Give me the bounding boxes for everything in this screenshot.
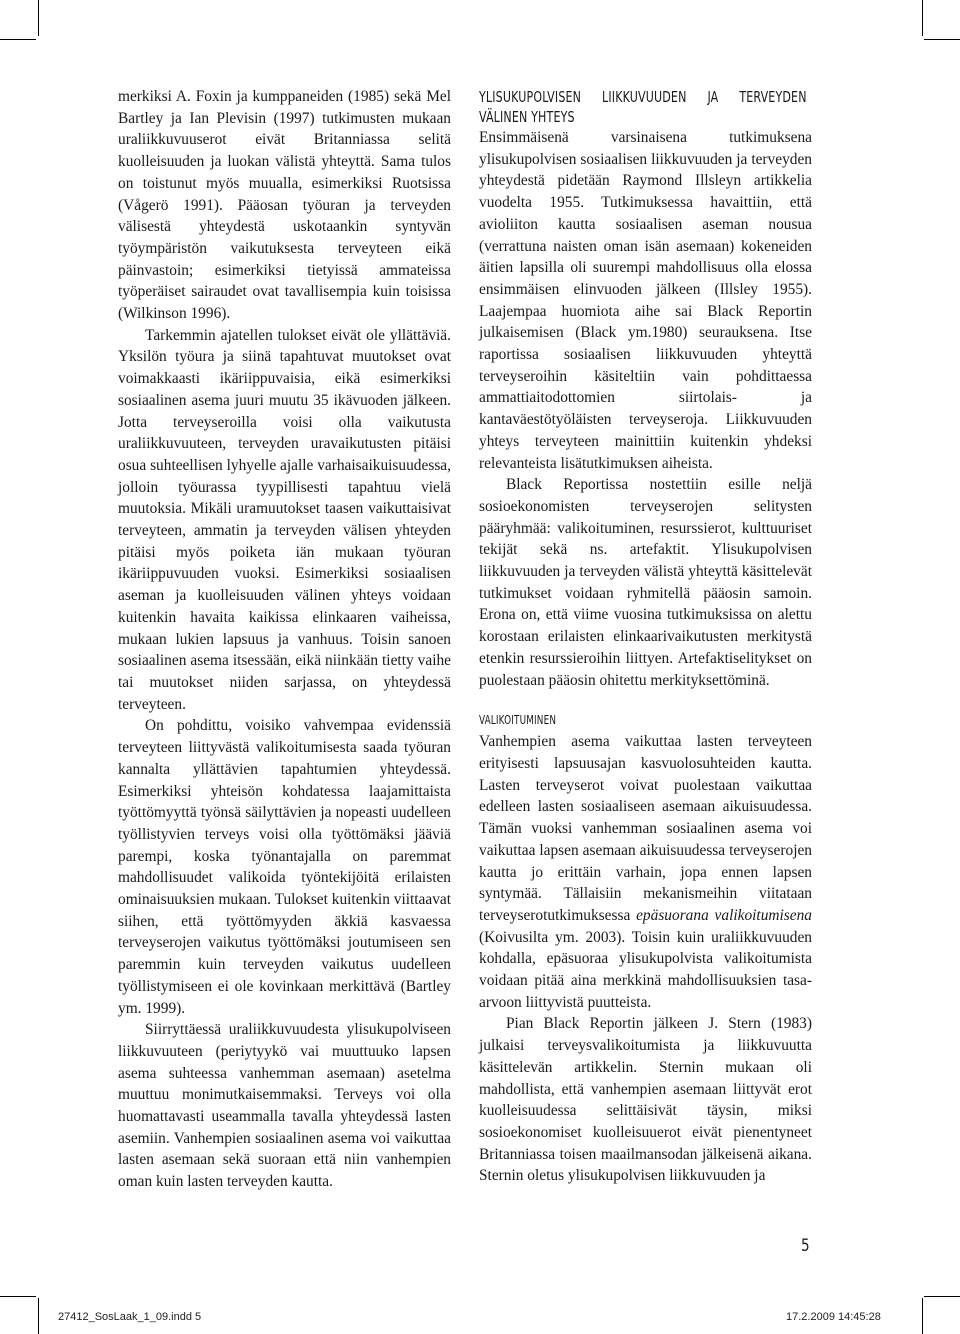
paragraph <box>479 731 812 1013</box>
footer-date: 17.2.2009 14:45:28 <box>786 1311 881 1323</box>
right-column <box>479 87 812 1187</box>
crop-mark <box>38 1298 39 1334</box>
subsection-heading: VALIKOITUMINEN <box>479 713 557 728</box>
crop-mark <box>924 1296 960 1297</box>
paragraph: merkiksi A. Foxin ja kumppaneiden (1985) sekä Mel Bartley ja Ian Plevisin (1997) tutkimusten mukaan uraliikkuvuuserot eivät Britanniassa selitä kuolleisuuden ja luokan välistä yhteyttä. Sama tulos on toistunut myös muualla, esimerkiksi Ruotsissa (Vågerö 1991). Pääosan työuran ja terveyden välisestä yhteydestä uskotaankin syntyvän työympäristön vaikutuksesta terveyteen eikä päinvastoin; esimerkiksi tietyissä ammateissa työperäiset sairaudet ovat tavallisempia kuin toisissa (Wilkinson 1996). <box>118 88 451 323</box>
text-run: (Koivusilta ym. 2003). Toisin kuin uraliikkuvuuden kohdalla, epäsuoraa ylisukupolvista valikoitumista voidaan pitää aina merkkinä mahdollisuuksien tasa-arvoon liittyvistä puutteista. <box>479 928 812 1011</box>
crop-mark <box>922 1298 923 1334</box>
paragraph: Black Reportissa nostettiin esille neljä sosioekonomisten terveyserojen selitysten pääryhmää: valikoituminen, resurssierot, kulttuuriset tekijät sekä ns. artefaktit. Ylisukupolvisen liikkuvuuden ja terveyden välistä yhteyttä käsittelevät tutkimukset voidaan ryhmitellä pääosin samoin. Erona on, että viime vuosina tutkimuksissa on alettu korostaan erilaisten elinkaarivaikutusten merkitystä etenkin resurssieroihin liittyen. Artefaktiselitykset on puolestaan pääosin ohitettu merkityksettöminä. <box>479 476 812 689</box>
text-run: Vanhempien asema vaikuttaa lasten terveyteen erityisesti lapsuusajan kasvuolosuhteiden kautta. Lasten terveyserot voivat puolestaan vaikuttaa edelleen lasten sosiaaliseen asemaan aikuisuudessa. Tämän vuoksi vanhemman sosiaalinen asema voi vaikuttaa lapsen asemaan aikuisuudessa terveyserojen kautta jo erittäin varhain, jopa ennen lapsen syntymää. Tällaisiin mekanismeihin viitataan terveyserotutkimuksessa <box>479 733 812 924</box>
crop-mark <box>0 39 36 40</box>
crop-mark <box>0 1296 36 1297</box>
footer-file: 27412_SosLaak_1_09.indd 5 <box>58 1311 202 1323</box>
crop-mark <box>38 0 39 36</box>
paragraph: Tarkemmin ajatellen tulokset eivät ole yllättäviä. Yksilön työura ja siinä tapahtuvat muutokset ovat voimakkaasti ikäriippuvaisia, eikä esimerkiksi sosiaalinen asema juuri muutu 35 ikävuoden jälkeen. Jotta terveyseroilla voisi olla vaikutusta uraliikkuvuuteen, terveyden uravaikutusten pitäisi osua suhteellisen lyhyelle ajalle varhaisaikuisuudessa, jolloin työurassa tyypillisesti tapahtuu vielä muutoksia. Mikäli uramuutokset taasen vaikuttaisivat terveyteen, ammatin ja terveyden välisen yhteyden pitäisi myös poiketa iän mukaan työuran ikäriippuvuuden vuoksi. Esimerkiksi sosiaalisen aseman ja kuolleisuuden välinen yhteys voidaan kuitenkin havaita kaikissa elinkaaren vaiheissa, mukaan lukien lapsuus ja vanhuus. Toisin sanoen sosiaalinen asema itsessään, eikä niinkään tietty vaihe tai muutokset niiden sarjassa, on yhteydessä terveyteen. <box>118 326 451 713</box>
italic-term: epäsuorana valikoitumisena <box>636 906 813 924</box>
paragraph: Siirryttäessä uraliikkuvuudesta ylisukupolviseen liikkuvuuteen (periytyykö vai muuttuuko lapsen asema suhteessa vanhemman asemaan) asetelma muuttuu monimutkaisemmaksi. Terveys voi olla huomattavasti useammalla tavalla yhteydessä lasten asemiin. Vanhempien sosiaalinen asema voi vaikuttaa lasten asemaan sekä suoraan että niin vanhempien oman kuin lasten terveyden kautta. <box>118 1021 451 1191</box>
paragraph: On pohdittu, voisiko vahvempaa evidenssiä terveyteen liittyvästä valikoitumisesta saada työuran kannalta yllättävien tapahtumien yhteydessä. Esimerkiksi yhteisön kohdatessa laajamittaista työttömyyttä työnsä säilyttävien ja nopeasti uudelleen työllistyvien terveys voisi olla työttömäksi jääviä parempi, koska työnantajalla on paremmat mahdollisuudet valikoida työntekijöitä erilaisten ominaisuuksien mukaan. Tulokset kuitenkin viittaavat siihen, että työttömyyden äkkiä kasvaessa terveyserojen vaikutus työttömäksi joutumiseen sen paremmin kuin terveyden vaikutus uudelleen työllistymiseen ei ole kovinkaan merkittävä (Bartley ym. 1999). <box>118 717 452 1017</box>
crop-mark <box>924 39 960 40</box>
paragraph: Pian Black Reportin jälkeen J. Stern (1983) julkaisi terveysvalikoitumista ja liikkuvuutta käsittelevän artikkelin. Sternin mukaan oli mahdollista, että vanhempien asemaan liittyvät erot kuolleisuudessa selittäisivät täysin, miksi sosioekonomiset kuolleisuuerot eivät pienentyneet Britanniassa toisen maailmansodan jälkeisenä aikana. Sternin oletus ylisukupolvisen liikkuvuuden ja <box>479 1015 812 1185</box>
section-heading: YLISUKUPOLVISEN LIIKKUVUUDEN JA TERVEYDEN VÄLINEN YHTEYS <box>479 88 807 126</box>
page-number: 5 <box>801 1236 810 1256</box>
left-column <box>118 86 451 1193</box>
crop-mark <box>922 0 923 36</box>
paragraph: Ensimmäisenä varsinaisena tutkimuksena ylisukupolvisen sosiaalisen liikkuvuuden ja terveyden yhteydestä pidetään Raymond Illsleyn artikkelia vuodelta 1955. Tutkimuksessa havaittiin, että avioliiton kautta sosiaalisen aseman nousua (verrattuna naisten oman isän asemaan) kokeneiden äitien lapsilla oli suurempi mahdollisuus olla elossa ensimmäisen elinvuoden jälkeen (Illsley 1955). Laajempaa huomiota aihe sai Black Reportin julkaisemisen (Black ym.1980) seurauksena. Itse raportissa sosiaalisen liikkuvuuden yhteyttä terveyseroihin käsiteltiin vain pohdittaessa ammattiaitodottomien siirtolais- ja kantaväestötyöläisten terveyseroja. Liikkuvuuden yhteys terveyteen mainittiin kuitenkin yhdeksi relevanteista lisätutkimuksen aiheista. <box>479 129 812 472</box>
